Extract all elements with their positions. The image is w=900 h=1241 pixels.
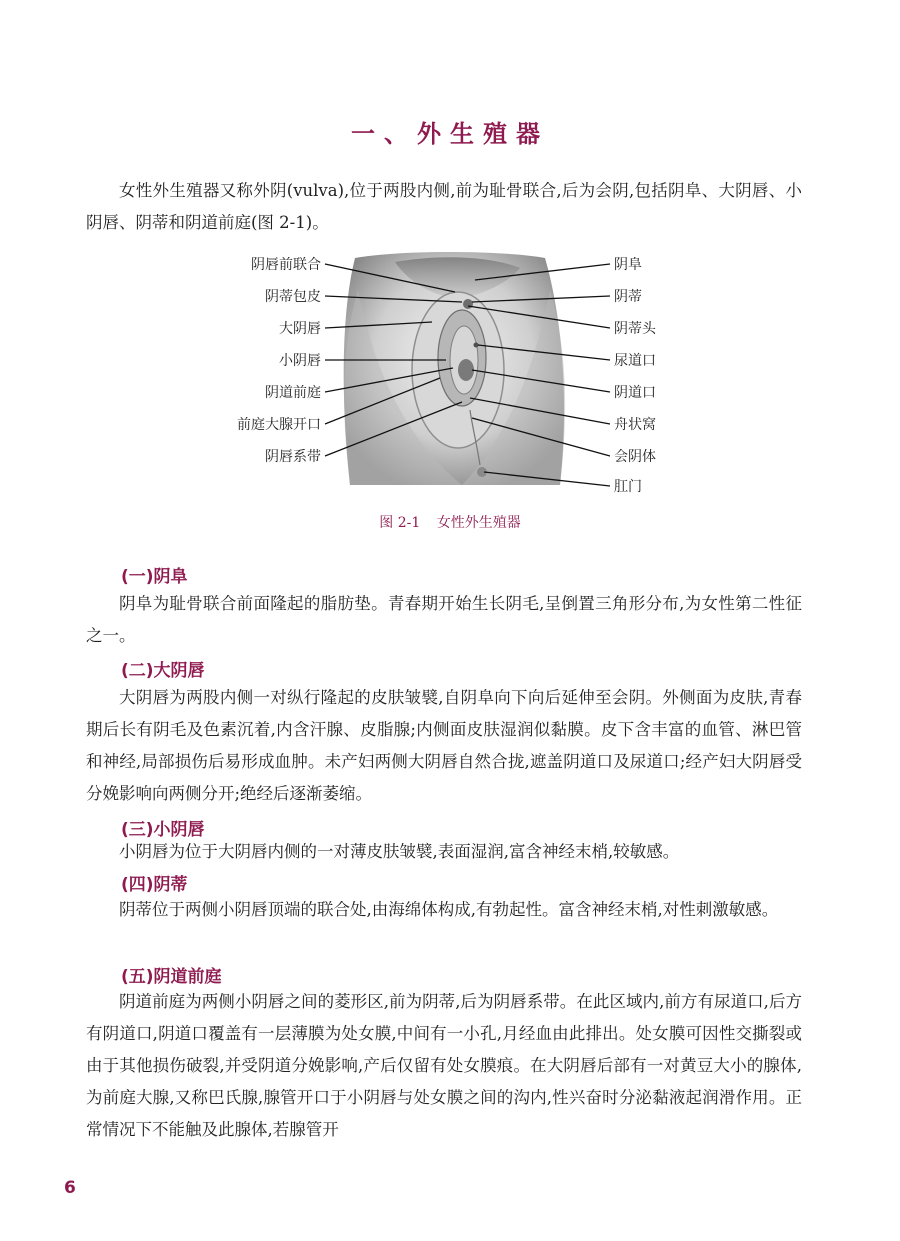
label-bartholin-opening: 前庭大腺开口	[237, 417, 321, 433]
section-heading-labia-minora: (三)小阴唇	[121, 820, 205, 840]
label-vestibule: 阴道前庭	[265, 385, 321, 401]
section-text-clitoris: 阴蒂位于两侧小阴唇顶端的联合处,由海绵体构成,有勃起性。富含神经末梢,对性刺激敏感。	[119, 900, 779, 919]
vulva-illustration	[200, 250, 700, 495]
label-clitoral-hood: 阴蒂包皮	[265, 289, 321, 305]
label-anus: 肛门	[614, 479, 642, 495]
intro-paragraph: 女性外生殖器又称外阴(vulva),位于两股内侧,前为耻骨联合,后为会阴,包括阴阜、大阴唇、小阴唇、阴蒂和阴道前庭(图 2-1)。	[86, 181, 802, 232]
label-fossa-navicularis: 舟状窝	[614, 417, 656, 433]
figure-caption	[0, 512, 900, 532]
section-text-vestibule: 阴道前庭为两侧小阴唇之间的菱形区,前为阴蒂,后为阴唇系带。在此区域内,前方有尿道口,后方有阴道口,阴道口覆盖有一层薄膜为处女膜,中间有一小孔,月经血由此排出。处女膜可因性交撕裂或由于其他损伤破裂,并受阴道分娩影响,产后仅留有处女膜痕。在大阴唇后部有一对黄豆大小的腺体,为前庭大腺,又称巴氏腺,腺管开口于小阴唇与处女膜之间的沟内,性兴奋时分泌黏液起润滑作用。正常情况下不能触及此腺体,若腺管开	[86, 992, 802, 1139]
section-heading-vestibule: (五)阴道前庭	[121, 967, 222, 987]
label-mons-pubis: 阴阜	[614, 257, 642, 273]
section-text-mons: 阴阜为耻骨联合前面隆起的脂肪垫。青春期开始生长阴毛,呈倒置三角形分布,为女性第二性征之一。	[86, 594, 802, 645]
label-vaginal-orifice: 阴道口	[614, 385, 656, 401]
label-perineal-body: 会阴体	[614, 449, 656, 465]
label-urethral-orifice: 尿道口	[614, 353, 656, 369]
label-fourchette: 阴唇系带	[265, 449, 321, 465]
caption-number: 图 2-1	[379, 515, 421, 531]
figure-2-1	[200, 250, 700, 495]
page-title: 一、外生殖器	[351, 120, 549, 148]
label-labia-minora: 小阴唇	[279, 353, 321, 369]
page-number: 6	[64, 1178, 76, 1198]
section-heading-clitoris: (四)阴蒂	[121, 875, 188, 895]
section-heading-mons: (一)阴阜	[121, 567, 188, 587]
label-glans-clitoris: 阴蒂头	[614, 321, 656, 337]
section-text-labia-minora: 小阴唇为位于大阴唇内侧的一对薄皮肤皱襞,表面湿润,富含神经末梢,较敏感。	[119, 842, 680, 861]
label-labia-majora: 大阴唇	[279, 321, 321, 337]
label-clitoris: 阴蒂	[614, 289, 642, 305]
label-labial-commissure: 阴唇前联合	[251, 257, 321, 273]
section-text-labia-majora: 大阴唇为两股内侧一对纵行隆起的皮肤皱襞,自阴阜向下向后延伸至会阴。外侧面为皮肤,青春期后长有阴毛及色素沉着,内含汗腺、皮脂腺;内侧面皮肤湿润似黏膜。皮下含丰富的血管、淋巴管和神经,局部损伤后易形成血肿。未产妇两侧大阴唇自然合拢,遮盖阴道口及尿道口;经产妇大阴唇受分娩影响向两侧分开;绝经后逐渐萎缩。	[86, 688, 802, 803]
section-heading-labia-majora: (二)大阴唇	[121, 661, 205, 681]
caption-title: 女性外生殖器	[436, 515, 521, 531]
